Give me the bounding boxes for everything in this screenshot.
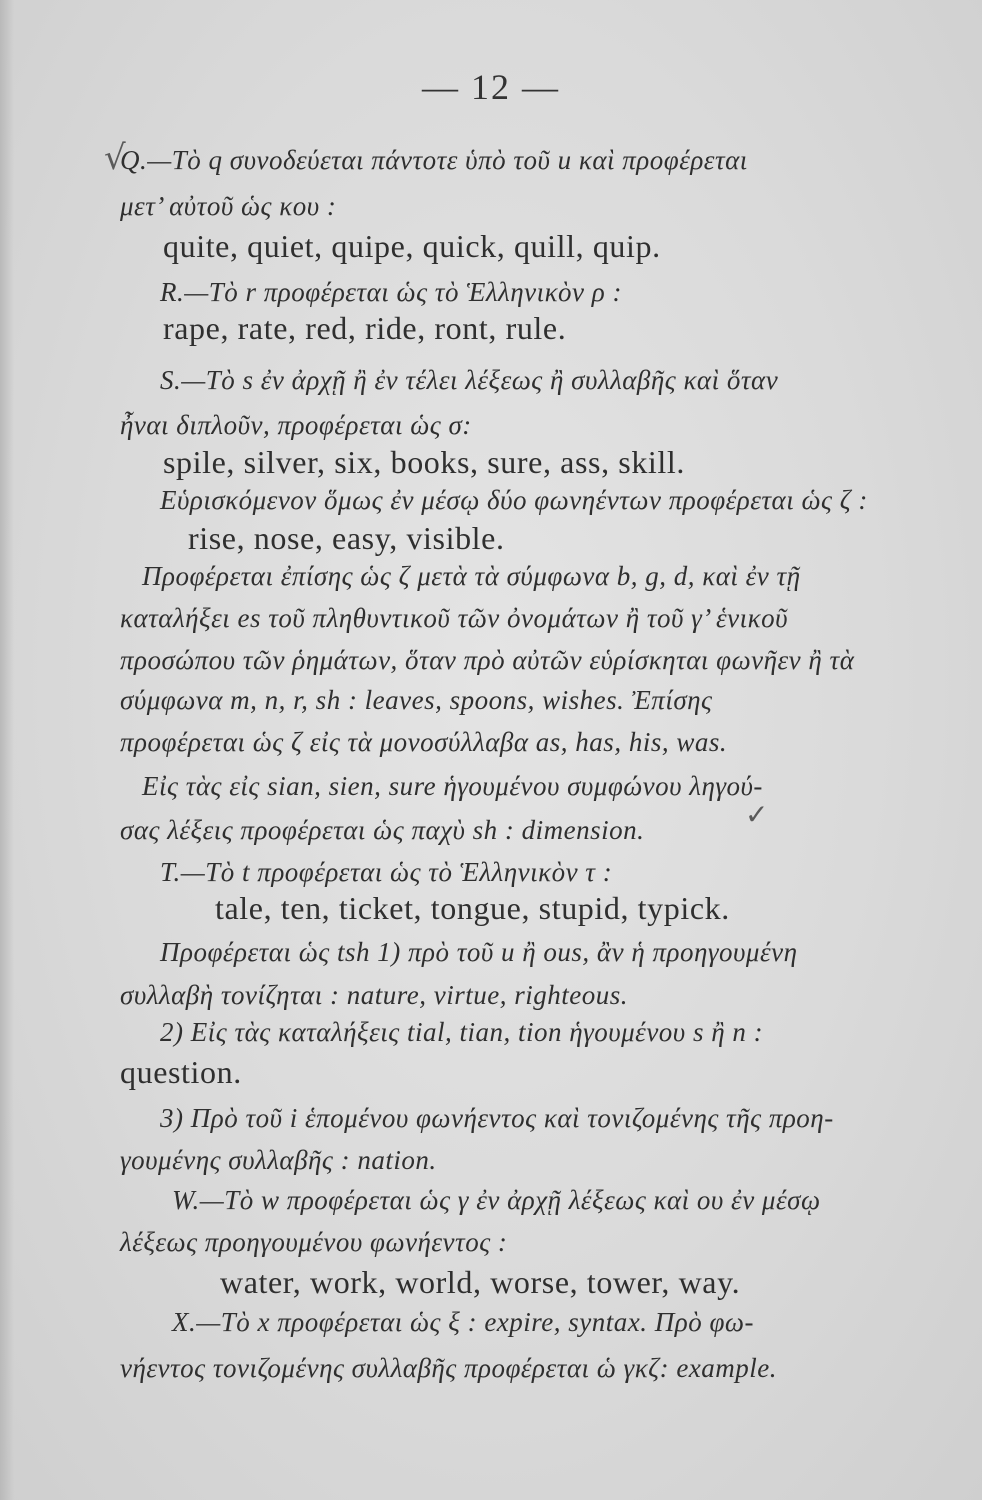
margin-check-mark: ✓ — [745, 798, 769, 831]
text-line: γουμένης συλλαβῆς : nation. — [120, 1145, 437, 1175]
text-line: W.—Τὸ w προφέρεται ὡς γ ἐν ἀρχῇ λέξεως καὶ ου ἐν μέσῳ — [172, 1185, 821, 1215]
text-line: Q.—Τὸ q συνοδεύεται πάντοτε ὑπὸ τοῦ u καὶ προφέρεται — [120, 145, 748, 175]
page-number: — 12 — — [422, 67, 560, 107]
text-line: Εὑρισκόμενον ὅμως ἐν μέσῳ δύο φωνηέντων προφέρεται ὡς ζ : — [160, 485, 868, 515]
text-line: σύμφωνα m, n, r, sh : leaves, spoons, wishes. Ἐπίσης — [120, 685, 713, 715]
example-words-line: rise, nose, easy, visible. — [188, 520, 505, 556]
text-line: προσώπου τῶν ῥημάτων, ὅταν πρὸ αὐτῶν εὑρίσκηται φωνῆεν ἢ τὰ — [120, 645, 855, 675]
example-words-line: tale, ten, ticket, tongue, stupid, typick. — [215, 890, 730, 926]
margin-check-mark: √ — [104, 138, 126, 178]
text-line: μετ’ αὐτοῦ ὡς κου : — [120, 191, 337, 221]
example-words-line: spile, silver, six, books, sure, ass, skill. — [163, 444, 685, 480]
text-line: νήεντος τονιζομένης συλλαβῆς προφέρεται ὡ γκζ: example. — [120, 1353, 778, 1383]
text-line: προφέρεται ὡς ζ εἰς τὰ μονοσύλλαβα as, has, his, was. — [120, 727, 728, 757]
example-words-line: quite, quiet, quipe, quick, quill, quip. — [163, 228, 661, 264]
text-line: S.—Τὸ s ἐν ἀρχῇ ἢ ἐν τέλει λέξεως ἢ συλλαβῆς καὶ ὅταν — [160, 365, 779, 395]
example-words-line: rape, rate, red, ride, ront, rule. — [163, 310, 567, 346]
text-line: R.—Τὸ r προφέρεται ὡς τὸ Ἑλληνικὸν ρ : — [160, 277, 622, 307]
text-line: T.—Τὸ t προφέρεται ὡς τὸ Ἑλληνικὸν τ : — [160, 857, 613, 887]
text-line: ἦναι διπλοῦν, προφέρεται ὡς σ: — [120, 410, 472, 440]
text-line: Εἰς τὰς εἰς sian, sien, sure ἡγουμένου συμφώνου ληγού- — [142, 771, 763, 801]
text-line: Προφέρεται ἐπίσης ὡς ζ μετὰ τὰ σύμφωνα b, g, d, καὶ ἐν τῇ — [142, 561, 801, 591]
text-line: 3) Πρὸ τοῦ i ἑπομένου φωνήεντος καὶ τονιζομένης τῆς προη- — [160, 1103, 834, 1133]
example-words-line: question. — [120, 1054, 242, 1090]
text-line: λέξεως προηγουμένου φωνήεντος : — [120, 1227, 508, 1257]
text-line: X.—Τὸ x προφέρεται ὡς ξ : expire, syntax. Πρὸ φω- — [172, 1307, 754, 1337]
text-line: 2) Εἰς τὰς καταλήξεις tial, tian, tion ἡγουμένου s ἢ n : — [160, 1017, 764, 1047]
text-line: σας λέξεις προφέρεται ὡς παχὺ sh : dimension. — [120, 815, 645, 845]
text-line: Προφέρεται ὡς tsh 1) πρὸ τοῦ u ἢ ous, ἂν ἡ προηγουμένη — [160, 937, 798, 967]
example-words-line: water, work, world, worse, tower, way. — [220, 1264, 741, 1300]
text-line: καταλήξει es τοῦ πληθυντικοῦ τῶν ὀνομάτων ἢ τοῦ γ’ ἑνικοῦ — [120, 603, 789, 633]
text-line: συλλαβὴ τονίζηται : nature, virtue, righteous. — [120, 980, 629, 1010]
